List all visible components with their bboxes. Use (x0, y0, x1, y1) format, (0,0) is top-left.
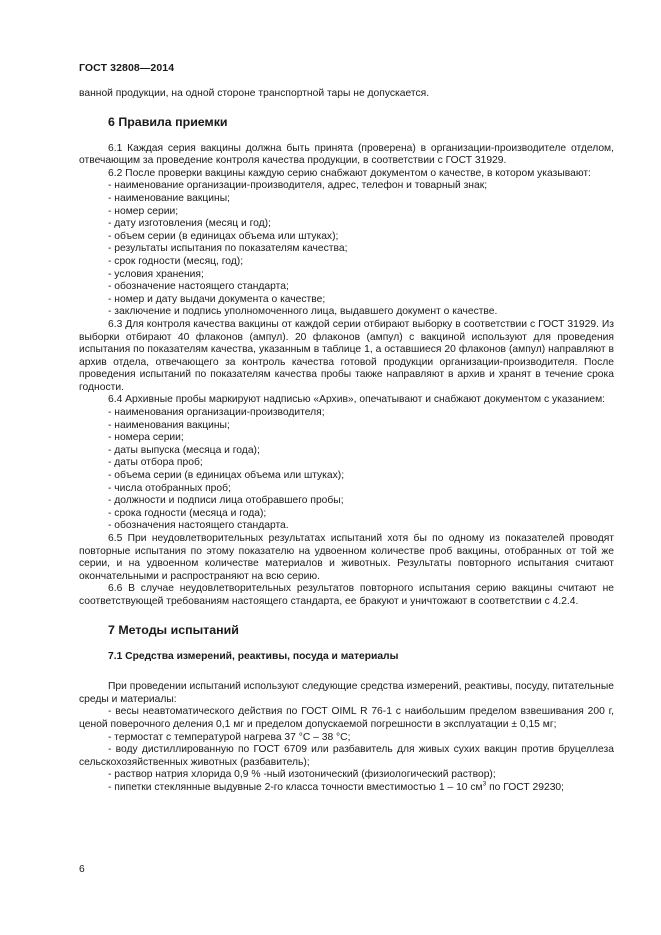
page-number: 6 (79, 864, 85, 875)
paragraph-6-6: 6.6 В случае неудовлетворительных результатов повторного испытания серию вакцины считают не соответствующей требованиям настоящего стандарта, ее бракуют и уничтожают в соответствии с 4.2.4. (79, 583, 614, 607)
subsection-7-1-title: 7.1 Средства измерений, реактивы, посуда и материалы (108, 650, 399, 662)
list-item: - должности и подписи лица отобравшего пробы; (108, 495, 344, 507)
item-thermostat: - термостат с температурой нагрева 37 °С – 38 °С; (108, 731, 351, 743)
list-item: - обозначение настоящего стандарта; (108, 281, 289, 293)
item-pipettes (79, 782, 614, 795)
paragraph-6-3: 6.3 Для контроля качества вакцины от каждой серии отбирают выборку в соответствии с ГОСТ 31929. Из выборки отбирают 40 флаконов (ампул). 20 флаконов (ампул) с вакциной используют для проведения испытания по показателям качества, указанным в таблице 1, а оставшиеся 20 флаконов (ампул) направляют в архив отдела, отвечающего за контроль качества готовой продукции организации-производителя. После проведения испытаний по показателям качества пробы также направляют в архив и хранят в течение срока годности. (79, 318, 614, 393)
list-item: - числа отобранных проб; (108, 482, 231, 494)
list-item: - обозначения настоящего стандарта. (108, 520, 289, 532)
list-item: - наименования вакцины; (108, 419, 230, 431)
section-7-title: 7 Методы испытаний (108, 622, 239, 637)
paragraph-6-1: 6.1 Каждая серия вакцины должна быть принята (проверена) в организации-производителе отделом, отвечающим за проведение контроля качества продукции, в соответствии с ГОСТ 31929. (79, 142, 614, 167)
list-item: - дату изготовления (месяц и год); (108, 218, 271, 230)
list-6-2 (79, 180, 614, 319)
list-item: - условия хранения; (108, 268, 204, 280)
list-item: - результаты испытания по показателям качества; (108, 243, 348, 255)
intro-line: ванной продукции, на одной стороне транспортной тары не допускается. (79, 88, 430, 99)
paragraph-6-2: 6.2 После проверки вакцины каждую серию снабжают документом о качестве, в котором указывают: (108, 167, 591, 179)
list-item: - наименования организации-производителя; (108, 407, 325, 419)
page-content (79, 88, 614, 795)
paragraph-6-5: 6.5 При неудовлетворительных результатах испытаний хотя бы по одному из показателей проводят повторные испытания по этому показателю на удвоенном количестве проб вакцины, отобранных от той же серии, и на удвоенном количестве материалов и животных. Результаты повторного испытания считают окончательными и распространяют на всю серию. (79, 533, 614, 582)
list-item: - объем серии (в единицах объема или штуках); (108, 230, 339, 242)
list-item: - срок годности (месяц, год); (108, 255, 244, 267)
item-pipettes-standard: по ГОСТ 29230; (486, 781, 565, 793)
list-item: - даты отбора проб; (108, 457, 203, 469)
list-item: - наименование вакцины; (108, 192, 230, 204)
list-item: - номер серии; (108, 205, 179, 217)
superscript-3: 3 (482, 780, 487, 788)
list-item: - срока годности (месяца и года); (108, 507, 267, 519)
item-nacl: - раствор натрия хлорида 0,9 % -ный изотонический (физиологический раствор); (108, 769, 496, 781)
standard-code-header: ГОСТ 32808—2014 (79, 62, 175, 74)
paragraph-6-4: 6.4 Архивные пробы маркируют надписью «Архив», опечатывают и снабжают документом с указанием: (108, 394, 606, 406)
item-water: - воду дистиллированную по ГОСТ 6709 или разбавитель для живых сухих вакцин против бруцеллеза сельскохозяйственных животных (разбавитель); (79, 744, 614, 768)
section-6-title: 6 Правила приемки (108, 114, 228, 129)
list-item: - объема серии (в единицах объема или штуках); (108, 470, 345, 482)
item-pipettes-text: - пипетки стеклянные выдувные 2-го класса точности вместимостью 1 – 10 см (108, 781, 483, 793)
list-item: - даты выпуска (месяца и года); (108, 444, 260, 456)
list-item: - заключение и подпись уполномоченного лица, выдавшего документ о качестве. (108, 306, 498, 318)
list-item: - номера серии; (108, 432, 184, 444)
item-scales: - весы неавтоматического действия по ГОСТ OIML R 76-1 с наибольшим пределом взвешивания 200 г, ценой поверочного деления 0,1 мг и пределом допускаемой погрешности в эксплуатации ± 0,15 мг; (79, 706, 614, 730)
list-6-4 (79, 407, 614, 533)
paragraph-7-1: При проведении испытаний используют следующие средства измерений, реактивы, посуду, питательные среды и материалы: (79, 681, 614, 705)
list-item: - наименование организации-производителя, адрес, телефон и товарный знак; (108, 180, 488, 192)
list-item: - номер и дату выдачи документа о качестве; (108, 293, 326, 305)
